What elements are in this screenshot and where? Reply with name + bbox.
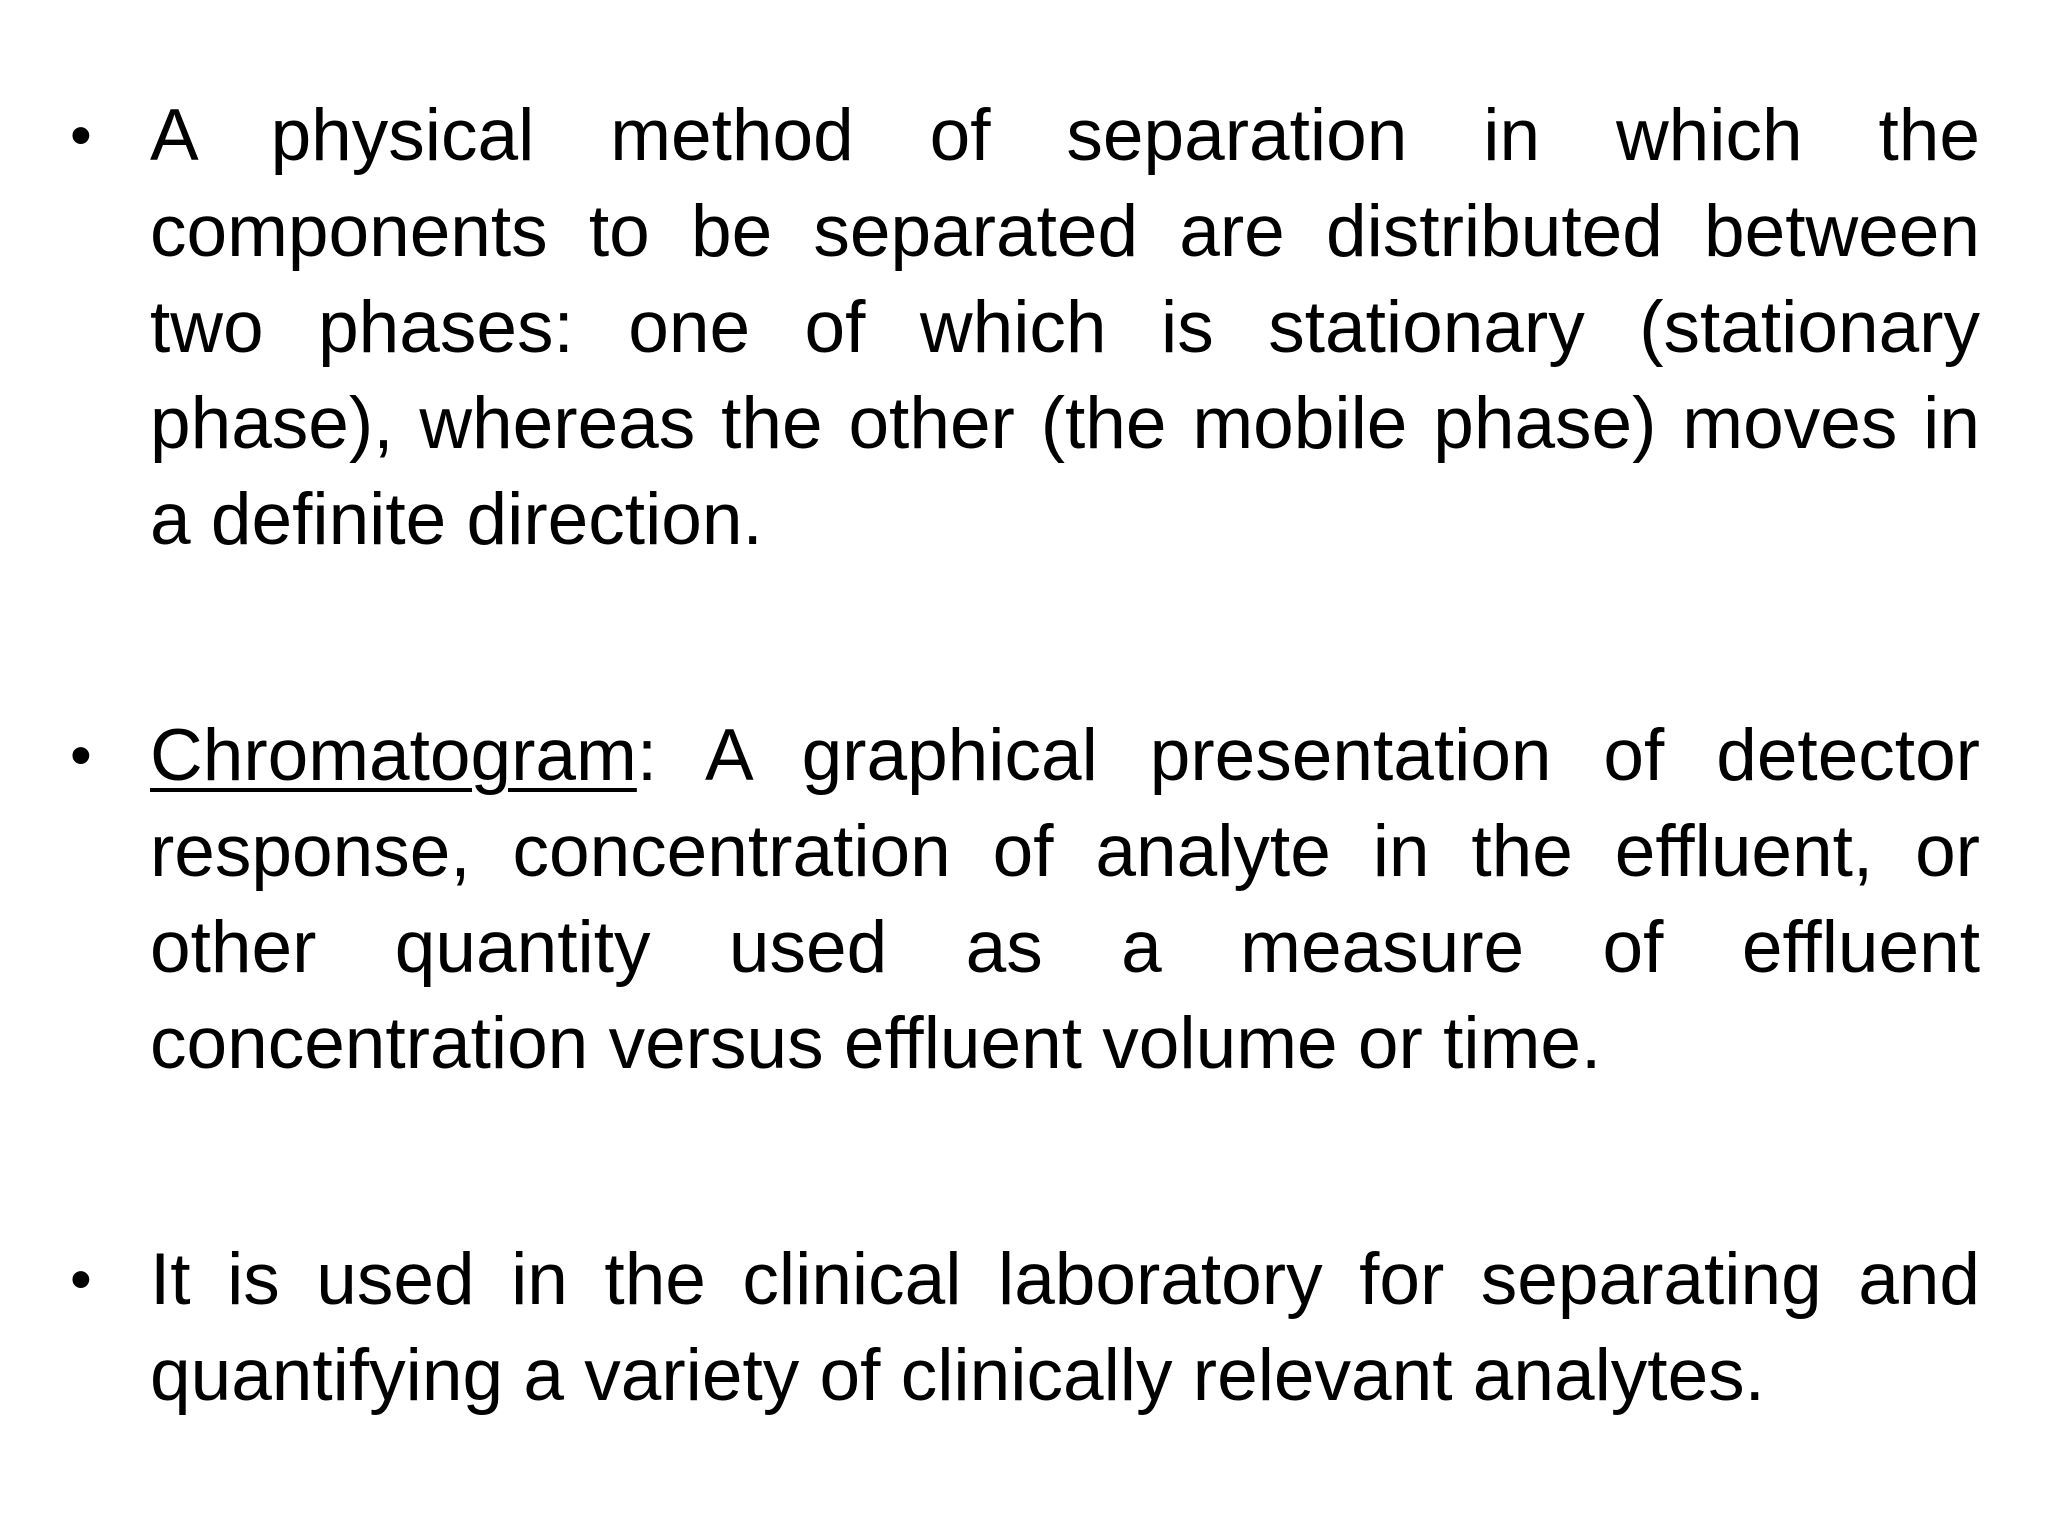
bullet-icon: • [70,101,92,170]
term-chromatogram: Chromatogram [150,715,637,796]
bullet-icon: • [70,721,92,790]
bullet-item-chromatogram [70,708,1980,1092]
bullet-item-clinical-use [70,1232,1980,1424]
bullet-icon: • [70,1245,92,1314]
bullet-item-definition [70,88,1980,568]
bullet-text: It is used in the clinical laboratory for separating and quantifying a variety of clinically relevant analytes. [150,1239,1980,1416]
bullet-list [70,88,1980,1424]
bullet-text: : A graphical presentation of detector response, concentration of analyte in the effluent, or other quantity used as a measure of effluent concentration versus effluent volume or time. [150,715,1980,1084]
bullet-text: A physical method of separation in which the components to be separated are distributed between two phases: one of which is stationary (stationary phase), whereas the other (the mobile phase) moves in a definite direction. [150,95,1980,560]
